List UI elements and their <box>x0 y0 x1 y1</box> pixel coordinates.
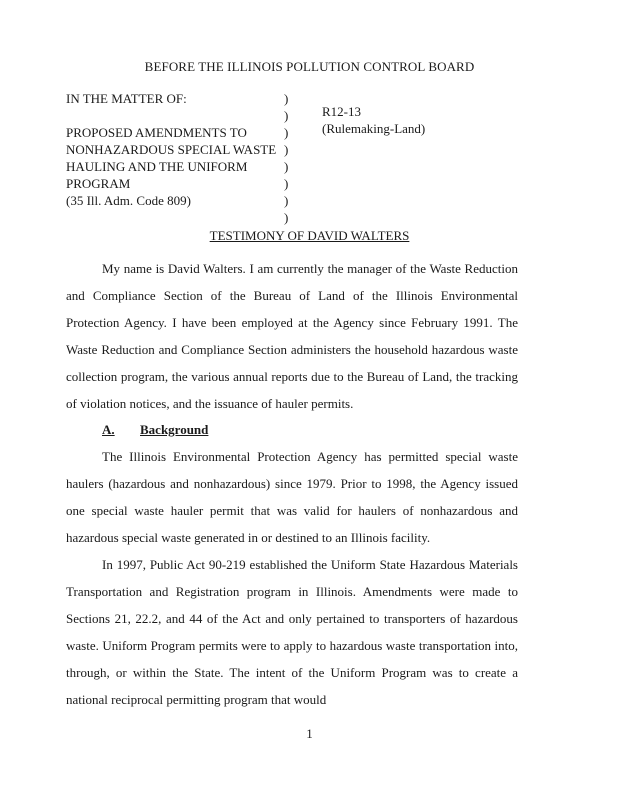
caption-paren: ) <box>284 125 289 140</box>
caption-line: (35 Ill. Adm. Code 809) <box>66 193 191 208</box>
caption-paren: ) <box>284 142 289 157</box>
caption-paren: ) <box>284 159 289 174</box>
testimony-body <box>66 256 518 713</box>
docket-number: R12-13 <box>322 104 361 119</box>
section-heading <box>66 417 518 444</box>
caption-line: HAULING AND THE UNIFORM <box>66 159 248 174</box>
caption-paren: ) <box>284 108 289 123</box>
background-paragraph-1: The Illinois Environmental Protection Agency has permitted special waste haulers (hazardous and nonhazardous) since 1979. Prior to 1998, the Agency issued one special waste hauler permit that was valid for haulers of nonhazardous and hazardous special waste generated in or destined to an Illinois facility. <box>66 449 518 546</box>
caption-parentheses <box>284 90 288 226</box>
testimony-title: TESTIMONY OF DAVID WALTERS <box>209 228 410 243</box>
board-header: BEFORE THE ILLINOIS POLLUTION CONTROL BOARD <box>144 59 475 74</box>
caption-paren: ) <box>284 210 289 225</box>
caption-line <box>66 107 276 124</box>
caption-left-block <box>66 90 276 209</box>
caption-paren: ) <box>284 91 289 106</box>
caption-paren: ) <box>284 193 289 208</box>
background-paragraph-2: In 1997, Public Act 90-219 established the Uniform State Hazardous Materials Transportation and Registration program in Illinois. Amendments were made to Sections 21, 22.2, and 44 of the Act and only pertained to transporters of hazardous waste. Uniform Program permits were to apply to hazardous waste transportation into, through, or within the State. The intent of the Uniform Program was to create a national reciprocal permitting program that would <box>66 556 518 707</box>
caption-paren: ) <box>284 176 289 191</box>
page-number: 1 <box>306 726 313 741</box>
section-title: Background <box>140 422 209 438</box>
caption-line: NONHAZARDOUS SPECIAL WASTE <box>66 142 277 157</box>
caption-line: PROPOSED AMENDMENTS TO <box>66 125 247 140</box>
caption-line: IN THE MATTER OF: <box>66 91 187 106</box>
caption-line: PROGRAM <box>66 176 131 191</box>
docket-type: (Rulemaking-Land) <box>322 121 426 136</box>
caption-right-block <box>322 103 425 137</box>
intro-paragraph: My name is David Walters. I am currently the manager of the Waste Reduction and Compliance Section of the Bureau of Land of the Illinois Environmental Protection Agency. I have been employed at the Agency since February 1991. The Waste Reduction and Compliance Section administers the household hazardous waste collection program, the various annual reports due to the Bureau of Land, the tracking of violation notices, and the issuance of hauler permits. <box>66 261 518 411</box>
section-letter: A. <box>102 422 115 438</box>
